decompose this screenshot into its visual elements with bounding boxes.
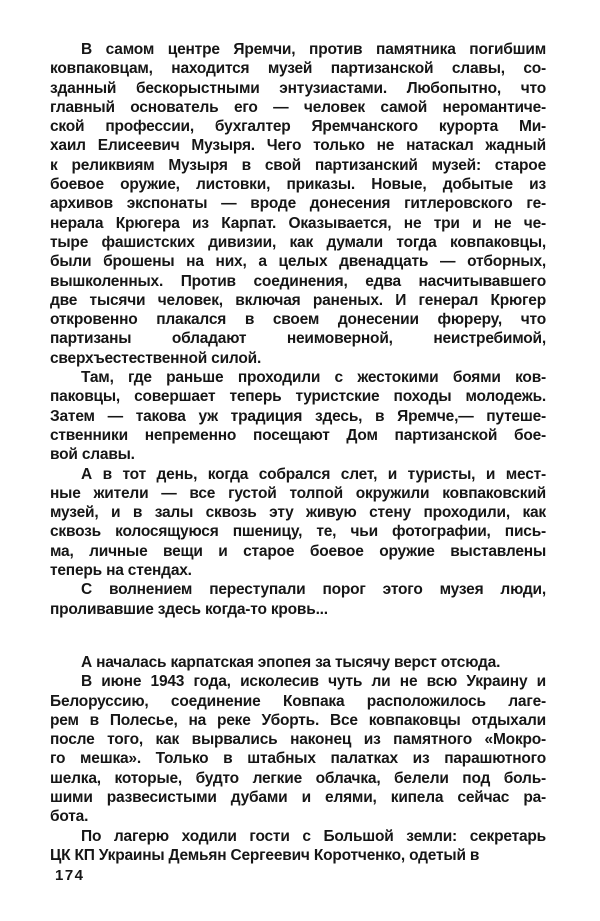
text-line: В самом центре Яремчи, против памятника погибшим xyxy=(81,41,546,58)
text-section xyxy=(50,40,546,619)
text-line: рем в Полесье, на реке Уборть. Все ковпаковцы отдыхали xyxy=(50,711,546,729)
text-line: А в тот день, когда собрался слет, и туристы, и мест- xyxy=(81,465,546,483)
text-line: паковцы, совершает теперь туристские походы молодежь. xyxy=(50,388,546,406)
paragraph xyxy=(50,827,546,866)
text-block xyxy=(50,40,546,865)
text-line: Там, где раньше проходили с жестокими боями ков- xyxy=(81,369,546,387)
text-line: Затем — такова уж традиция здесь, в Яремче,— путеше- xyxy=(50,407,546,425)
text-line: тыре фашистских дивизии, как думали тогда ковпаковцы, xyxy=(50,233,546,251)
text-line: ма, личные вещи и старое боевое оружие выставлены xyxy=(50,542,546,560)
text-line: шими развесистыми дубами и елями, кипела сейчас ра- xyxy=(50,788,546,806)
text-line: зданный бескорыстными энтузиастами. Любопытно, что xyxy=(50,79,546,97)
text-line: две тысячи человек, включая раненых. И генерал Крюгер xyxy=(50,291,546,309)
paragraph xyxy=(50,368,546,464)
text-line: сквозь колосящуюся пшеницу, те, чьи фотографии, пись- xyxy=(50,523,546,541)
text-line: С волнением переступали порог этого музея люди, xyxy=(81,581,546,599)
text-line: теперь на стендах. xyxy=(50,562,192,580)
text-line: Белоруссию, соединение Ковпака расположилось лаге- xyxy=(50,692,546,710)
text-line: были брошены на них, а целых двенадцать — отборных, xyxy=(50,253,546,271)
text-line: ской профессии, бухгалтер Яремчанского курорта Ми- xyxy=(50,118,546,136)
text-line: боевое оружие, листовки, приказы. Новые, добытые из xyxy=(50,176,546,194)
text-line: сверхъестественной силой. xyxy=(50,349,262,367)
text-line: вой славы. xyxy=(50,446,135,464)
text-line: ные жители — все густой толпой окружили ковпаковский xyxy=(50,484,546,502)
text-line: А началась карпатская эпопея за тысячу верст отсюда. xyxy=(81,653,501,671)
paragraph xyxy=(50,465,546,581)
text-line: нерала Крюгера из Карпат. Оказывается, не три и не че- xyxy=(50,214,546,232)
text-line: го мешка». Только в штабных палатках из парашютного xyxy=(50,750,546,768)
text-line: В июне 1943 года, исколесив чуть ли не всю Украину и xyxy=(81,673,546,691)
text-line: после того, как вырвались наконец из памятного «Мокро- xyxy=(50,731,546,749)
paragraph xyxy=(50,580,546,619)
text-line: бота. xyxy=(50,808,89,826)
text-line: ЦК КП Украины Демьян Сергеевич Коротченко, одетый в xyxy=(50,846,480,864)
text-line: проливавшие здесь когда-то кровь... xyxy=(50,600,328,618)
text-line: к реликвиям Музыря в свой партизанский музей: старое xyxy=(50,156,546,174)
text-line: ственники непременно посещают Дом партизанской бое- xyxy=(50,426,546,444)
paragraph xyxy=(50,40,546,368)
page-number: 174 xyxy=(55,867,85,885)
text-line: шелка, которые, будто легкие облачка, белели под боль- xyxy=(50,769,546,787)
text-line: вышколенных. Против соединения, едва насчитывавшего xyxy=(50,272,546,290)
text-line: архивов экспонаты — вроде донесения гитлеровского ге- xyxy=(50,195,546,213)
text-line: главный основатель его — человек самой неромантиче- xyxy=(50,98,546,116)
text-line: По лагерю ходили гости с Большой земли: секретарь xyxy=(81,827,546,845)
text-line: хаил Елисеевич Музыря. Чего только не натаскал жадный xyxy=(50,137,546,155)
text-section xyxy=(50,653,546,865)
text-line: откровенно плакался в своем донесении фюреру, что xyxy=(50,311,546,329)
text-line: музей, и в залы сквозь эту живую стену проходили, как xyxy=(50,504,546,522)
paragraph xyxy=(50,653,546,672)
text-line: партизаны обладают неимоверной, неистребимой, xyxy=(50,330,546,348)
paragraph xyxy=(50,672,546,826)
text-line: ковпаковцам, находится музей партизанской славы, со- xyxy=(50,60,546,78)
